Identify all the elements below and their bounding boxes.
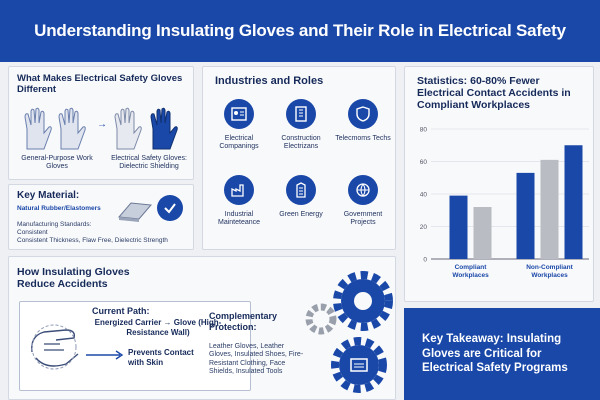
gloves-panel-title: What Makes Electrical Safety Gloves Different [17, 73, 183, 95]
prevents-label: Prevents Contact with Skin [128, 348, 194, 367]
industry-electrical [209, 99, 269, 151]
gloves-panel [8, 66, 194, 180]
standards-line-1: Manufacturing Standards: [17, 221, 92, 228]
shield-icon [348, 99, 378, 129]
material-sheet-icon [117, 199, 153, 223]
material-panel [8, 184, 194, 250]
office-tower-icon [286, 175, 316, 205]
factory-icon [224, 175, 254, 205]
work-gloves-icon [21, 107, 91, 151]
material-title: Key Material: [17, 190, 80, 201]
arrow-right-icon [86, 350, 126, 360]
stats-panel [404, 66, 594, 302]
bar [517, 173, 535, 259]
id-badge-icon [224, 99, 254, 129]
industry-telecom [333, 99, 393, 143]
industry-label: Industrial Mainteteance [217, 211, 261, 227]
standards-line-3: Consistent Thickness, Flaw Free, Dielectric Strength [17, 237, 168, 244]
bar [541, 160, 559, 259]
stats-title: Statistics: 60-80% Fewer Electrical Contact Accidents in Compliant Workplaces [417, 75, 571, 112]
y-tick-label: 40 [419, 191, 427, 199]
current-path-detail: Energized Carrier → Glove (High-Resistance Wall) [94, 318, 222, 337]
check-shield-icon [157, 195, 183, 221]
x-category-label: Non-Compliant Workplaces [526, 264, 573, 279]
bar [474, 207, 492, 259]
y-tick-label: 20 [419, 224, 427, 231]
y-tick-label: 80 [419, 126, 427, 134]
material-name: Natural Rubber/Elastomers [17, 205, 101, 212]
industry-label: Construction Electrizans [281, 135, 321, 151]
reduce-title: How Insulating Gloves Reduce Accidents [17, 266, 130, 291]
comp-title: Complementary Protection: [209, 311, 278, 332]
page-title: Understanding Insulating Gloves and Their Role in Electrical Safety [34, 21, 566, 40]
reduce-panel [8, 256, 396, 400]
y-tick-label: 0 [423, 256, 427, 264]
comp-detail: Leather Gloves, Leather Gloves, Insulated Shoes, Fire-Resistant Clothing, Face Shields, Insulated Tools [209, 343, 304, 376]
key-takeaway-text: Key Takeaway: Insulating Gloves are Critical for Electrical Safety Programs [422, 333, 568, 375]
header-banner [0, 0, 600, 62]
industry-label: Government Projects [343, 211, 383, 227]
y-tick-label: 60 [419, 159, 427, 166]
hand-glove-icon [26, 314, 84, 378]
industry-label: Telecmoms Techs [335, 135, 391, 142]
key-takeaway-banner [404, 308, 600, 400]
globe-icon [348, 175, 378, 205]
industries-panel [202, 66, 396, 250]
industry-label: Electrical Companings [219, 135, 259, 151]
current-path-title: Current Path: [92, 306, 150, 316]
industry-industrial [209, 175, 269, 227]
industries-title: Industries and Roles [215, 75, 324, 87]
comparison-arrow-icon: → [97, 119, 107, 130]
industry-government [333, 175, 393, 227]
bar-chart [405, 117, 595, 301]
industry-construction [271, 99, 331, 151]
building-icon [286, 99, 316, 129]
safety-gloves-icon [113, 105, 187, 151]
standards-line-2: Consistent [17, 229, 48, 236]
gear-icon [299, 271, 395, 397]
industry-green-energy [271, 175, 331, 219]
bar [450, 196, 468, 259]
safety-gloves-label: Electrical Safety Gloves: Dielectric Shielding [111, 155, 187, 171]
bar [565, 145, 583, 259]
industry-label: Green Energy [279, 211, 323, 218]
x-category-label: Compliant Workplaces [452, 264, 489, 279]
general-gloves-label: General-Purpose Work Gloves [21, 155, 93, 171]
